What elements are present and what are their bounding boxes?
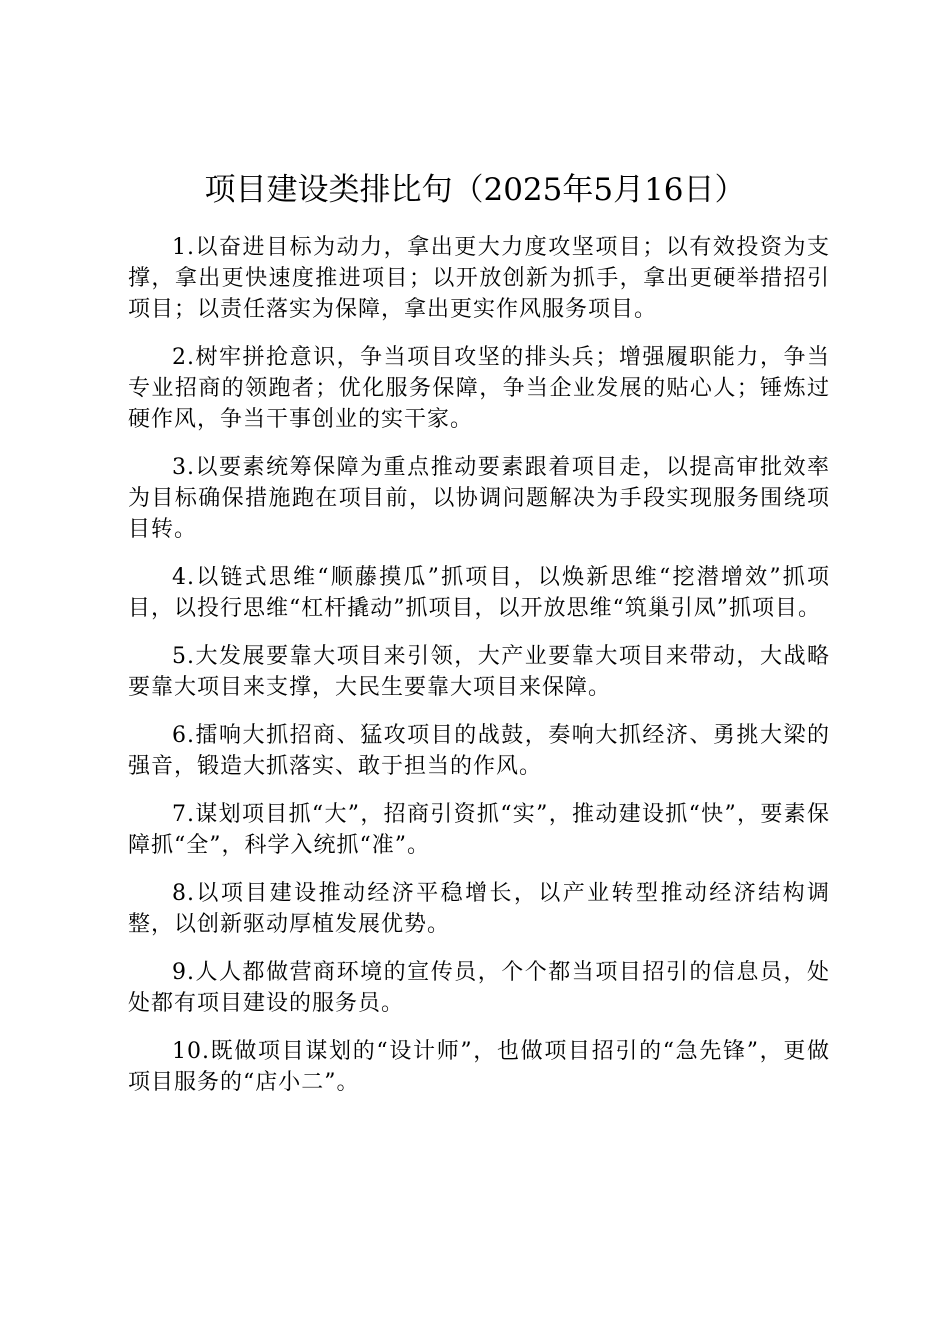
document-body	[128, 232, 830, 1115]
document-title: 项目建设类排比句（2025年5月16日）	[204, 172, 746, 208]
paragraph-2: 2.树牢拼抢意识，争当项目攻坚的排头兵；增强履职能力，争当专业招商的领跑者；优化服务保障，争当企业发展的贴心人；锤炼过硬作风，争当干事创业的实干家。	[128, 345, 830, 432]
paragraph-3: 3.以要素统筹保障为重点推动要素跟着项目走，以提高审批效率为目标确保措施跑在项目前，以协调问题解决为手段实现服务围绕项目转。	[128, 455, 830, 542]
paragraph-7: 7.谋划项目抓“大”，招商引资抓“实”，推动建设抓“快”，要素保障抓“全”，科学入统抓“准”。	[128, 802, 830, 858]
paragraph-9: 9.人人都做营商环境的宣传员，个个都当项目招引的信息员，处处都有项目建设的服务员。	[128, 960, 830, 1016]
paragraph-1: 1.以奋进目标为动力，拿出更大力度攻坚项目；以有效投资为支撑，拿出更快速度推进项目；以开放创新为抓手，拿出更硬举措招引项目；以责任落实为保障，拿出更实作风服务项目。	[128, 235, 830, 322]
paragraph-5: 5.大发展要靠大项目来引领，大产业要靠大项目来带动，大战略要靠大项目来支撑，大民生要靠大项目来保障。	[128, 644, 830, 700]
paragraph-8: 8.以项目建设推动经济平稳增长，以产业转型推动经济结构调整，以创新驱动厚植发展优势。	[128, 881, 830, 937]
paragraph-6: 6.擂响大抓招商、猛攻项目的战鼓，奏响大抓经济、勇挑大梁的强音，锻造大抓落实、敢于担当的作风。	[128, 723, 830, 779]
paragraph-4: 4.以链式思维“顺藤摸瓜”抓项目，以焕新思维“挖潜增效”抓项目，以投行思维“杠杆撬动”抓项目，以开放思维“筑巢引凤”抓项目。	[128, 565, 830, 621]
paragraph-10: 10.既做项目谋划的“设计师”，也做项目招引的“急先锋”，更做项目服务的“店小二”。	[128, 1039, 830, 1095]
